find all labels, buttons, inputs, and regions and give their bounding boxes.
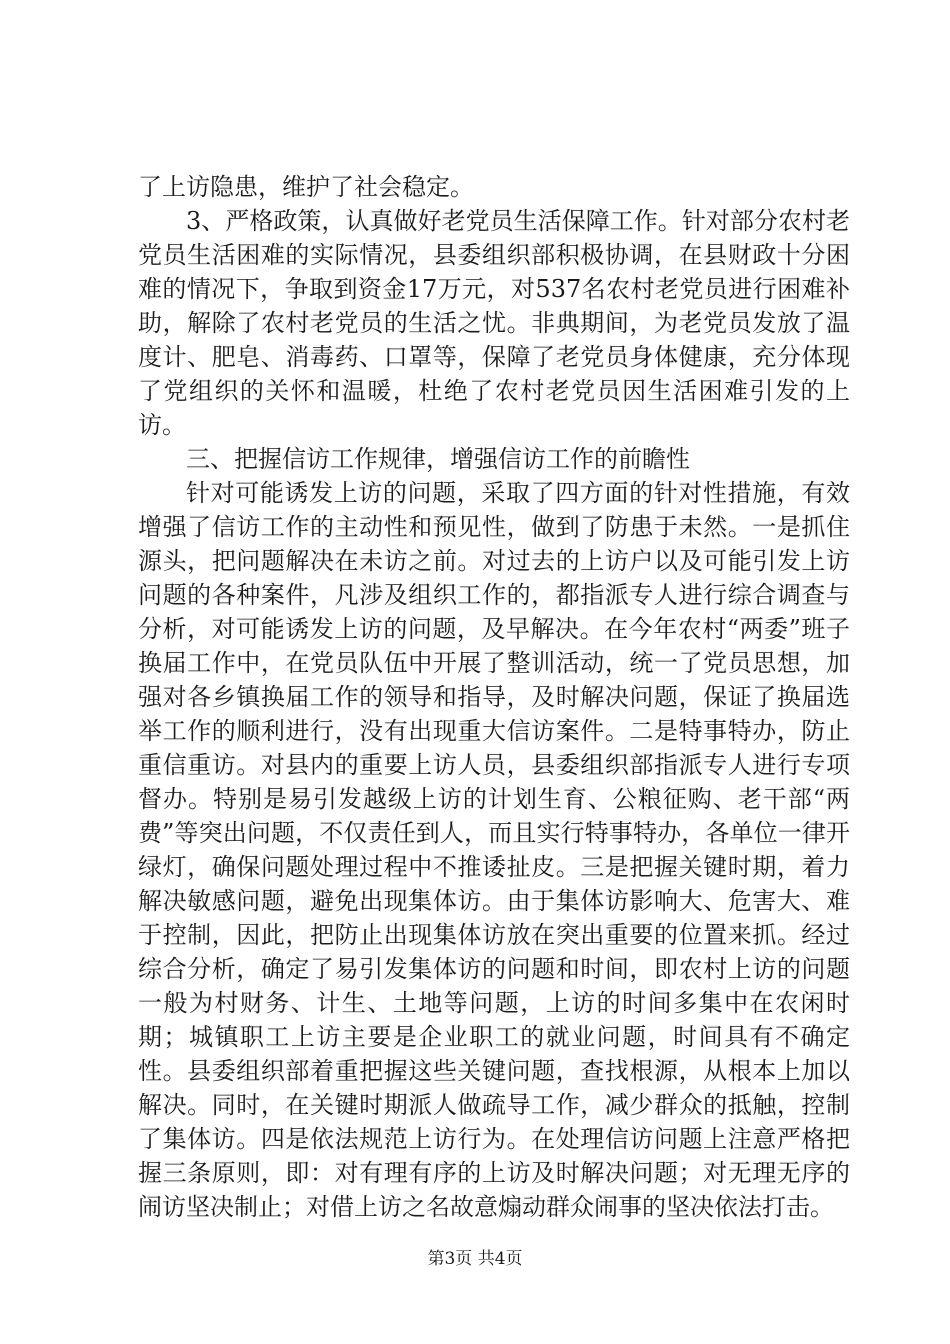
section-heading-3: 三、把握信访工作规律，增强信访工作的前瞻性 [186, 445, 690, 473]
paragraph-continuation: 了上访隐患，维护了社会稳定。 [138, 173, 474, 201]
page-number-footer: 第3页 共4页 [427, 1249, 523, 1269]
document-body [138, 170, 850, 1224]
paragraph-measures: 针对可能诱发上访的问题，采取了四方面的针对性措施，有效增强了信访工作的主动性和预见性，做到了防患于未然。一是抓住源头，把问题解决在未访之前。对过去的上访户以及可能引发上访问题的各种案件，凡涉及组织工作的，都指派专人进行综合调查与分析，对可能诱发上访的问题，及早解决。在今年农村“两委”班子换届工作中，在党员队伍中开展了整训活动，统一了党员思想，加强对各乡镇换届工作的领导和指导，及时解决问题，保证了换届选举工作的顺利进行，没有出现重大信访案件。二是特事特办，防止重信重访。对县内的重要上访人员，县委组织部指派专人进行专项督办。特别是易引发越级上访的计划生育、公粮征购、老干部“两费”等突出问题，不仅责任到人，而且实行特事特办，各单位一律开绿灯，确保问题处理过程中不推诿扯皮。三是把握关键时期，着力解决敏感问题，避免出现集体访。由于集体访影响大、危害大、难于控制，因此，把防止出现集体访放在突出重要的位置来抓。经过综合分析，确定了易引发集体访的问题和时间，即农村上访的问题一般为村财务、计生、土地等问题，上访的时间多集中在农闲时期；城镇职工上访主要是企业职工的就业问题，时间具有不确定性。县委组织部着重把握这些关键问题，查找根源，从根本上加以解决。同时，在关键时期派人做疏导工作，减少群众的抵触，控制了集体访。四是依法规范上访行为。在处理信访问题上注意严格把握三条原则，即：对有理有序的上访及时解决问题；对无理无序的闹访坚决制止；对借上访之名故意煽动群众闹事的坚决依法打击。 [138, 479, 850, 1221]
paragraph-item-3: 3、严格政策，认真做好老党员生活保障工作。针对部分农村老党员生活困难的实际情况，县委组织部积极协调，在县财政十分困难的情况下，争取到资金17万元，对537名农村老党员进行困难补助，解除了农村老党员的生活之忧。非典期间，为老党员发放了温度计、肥皂、消毒药、口罩等，保障了老党员身体健康，充分体现了党组织的关怀和温暖，杜绝了农村老党员因生活困难引发的上访。 [138, 207, 850, 439]
